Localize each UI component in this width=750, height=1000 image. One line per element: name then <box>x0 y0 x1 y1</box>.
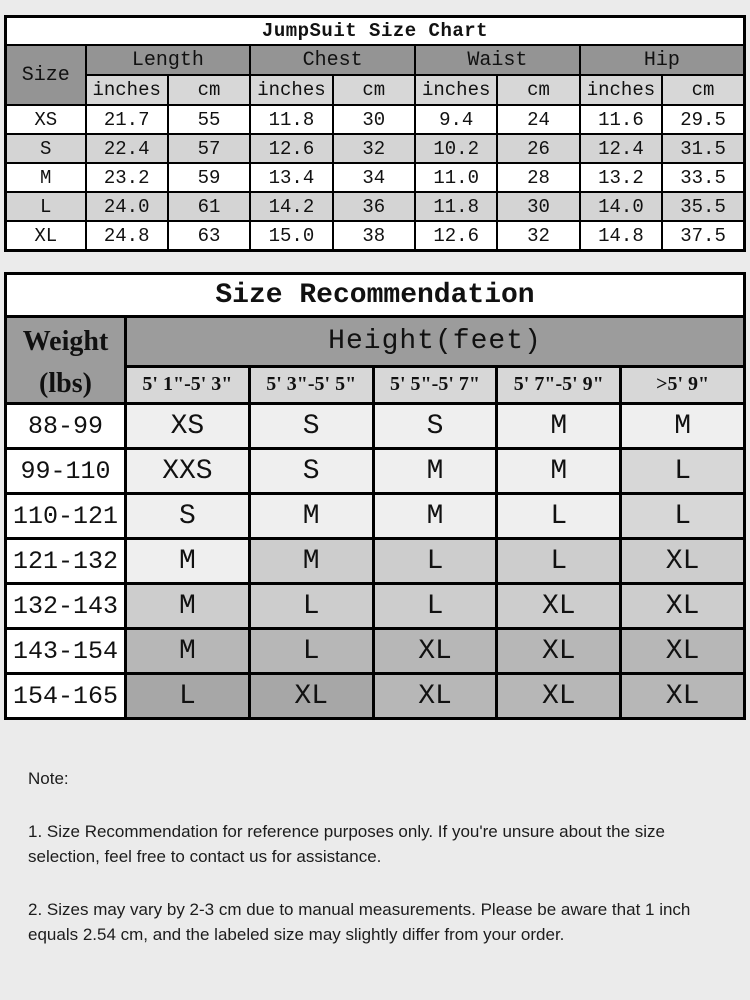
group-header-hip: Hip <box>580 45 745 75</box>
recommended-size-cell: XL <box>621 629 745 674</box>
recommended-size-cell: S <box>249 404 373 449</box>
size-chart-cell: 10.2 <box>415 134 497 163</box>
recommended-size-cell: XXS <box>126 449 250 494</box>
size-label: XL <box>6 221 86 251</box>
recommended-size-cell: M <box>126 584 250 629</box>
unit-header: inches <box>580 75 662 105</box>
size-chart-cell: 11.8 <box>250 105 332 134</box>
size-chart-cell: 24 <box>497 105 579 134</box>
size-chart-unit-header-row <box>6 75 745 105</box>
recommendation-row <box>6 494 745 539</box>
recommended-size-cell: L <box>621 449 745 494</box>
size-chart-row-l <box>6 192 745 221</box>
size-chart-cell: 33.5 <box>662 163 744 192</box>
size-chart-cell: 15.0 <box>250 221 332 251</box>
size-chart-cell: 29.5 <box>662 105 744 134</box>
size-chart-row-s <box>6 134 745 163</box>
recommended-size-cell: M <box>497 404 621 449</box>
recommended-size-cell: M <box>249 494 373 539</box>
size-chart-cell: 11.8 <box>415 192 497 221</box>
weight-range-label: 154-165 <box>6 674 126 719</box>
recommended-size-cell: L <box>497 539 621 584</box>
unit-header: inches <box>250 75 332 105</box>
recommended-size-cell: XL <box>497 629 621 674</box>
size-chart-cell: 24.8 <box>86 221 168 251</box>
recommended-size-cell: XL <box>497 674 621 719</box>
recommended-size-cell: XL <box>249 674 373 719</box>
group-header-chest: Chest <box>250 45 415 75</box>
height-range-header: 5' 3"-5' 5" <box>249 366 373 403</box>
recommended-size-cell: M <box>373 494 497 539</box>
recommended-size-cell: L <box>126 674 250 719</box>
size-label: S <box>6 134 86 163</box>
recommended-size-cell: M <box>126 539 250 584</box>
recommended-size-cell: L <box>373 584 497 629</box>
size-chart-cell: 32 <box>497 221 579 251</box>
size-chart-cell: 30 <box>497 192 579 221</box>
size-chart-cell: 21.7 <box>86 105 168 134</box>
recommended-size-cell: XL <box>497 584 621 629</box>
recommended-size-cell: XL <box>621 674 745 719</box>
recommendation-row <box>6 539 745 584</box>
size-chart-cell: 30 <box>333 105 415 134</box>
size-chart-cell: 12.6 <box>415 221 497 251</box>
weight-range-label: 132-143 <box>6 584 126 629</box>
weight-range-label: 110-121 <box>6 494 126 539</box>
size-chart-cell: 36 <box>333 192 415 221</box>
recommended-size-cell: M <box>126 629 250 674</box>
recommended-size-cell: XL <box>621 539 745 584</box>
recommended-size-cell: L <box>497 494 621 539</box>
weight-unit-label: (lbs) <box>39 368 92 399</box>
unit-header: cm <box>168 75 250 105</box>
unit-header: cm <box>333 75 415 105</box>
notes-heading: Note: <box>28 769 69 788</box>
size-chart-cell: 23.2 <box>86 163 168 192</box>
recommendation-row <box>6 584 745 629</box>
recommended-size-cell: L <box>249 584 373 629</box>
size-chart-cell: 13.4 <box>250 163 332 192</box>
size-chart-group-header-row <box>6 45 745 75</box>
unit-header: cm <box>497 75 579 105</box>
size-chart-cell: 14.8 <box>580 221 662 251</box>
recommended-size-cell: S <box>249 449 373 494</box>
size-chart-cell: 22.4 <box>86 134 168 163</box>
recommended-size-cell: S <box>126 494 250 539</box>
height-range-header: >5' 9" <box>621 366 745 403</box>
size-chart-cell: 34 <box>333 163 415 192</box>
recommended-size-cell: XL <box>621 584 745 629</box>
size-label: M <box>6 163 86 192</box>
recommendation-row <box>6 449 745 494</box>
size-chart-title: JumpSuit Size Chart <box>6 17 745 46</box>
recommendation-row <box>6 629 745 674</box>
recommended-size-cell: XL <box>373 674 497 719</box>
weight-range-label: 143-154 <box>6 629 126 674</box>
weight-range-label: 121-132 <box>6 539 126 584</box>
note-item-2: 2. Sizes may vary by 2-3 cm due to manual measurements. Please be aware that 1 inch equals 2.54 cm, and the labeled size may slightly differ from your order. <box>28 899 691 944</box>
size-chart-cell: 14.0 <box>580 192 662 221</box>
size-chart-cell: 32 <box>333 134 415 163</box>
recommendation-title-row <box>6 274 745 317</box>
size-column-header: Size <box>6 45 86 105</box>
size-chart-cell: 38 <box>333 221 415 251</box>
group-header-waist: Waist <box>415 45 580 75</box>
unit-header: inches <box>86 75 168 105</box>
size-chart-cell: 63 <box>168 221 250 251</box>
size-chart-cell: 61 <box>168 192 250 221</box>
weight-range-label: 99-110 <box>6 449 126 494</box>
height-range-header: 5' 7"-5' 9" <box>497 366 621 403</box>
size-chart-cell: 59 <box>168 163 250 192</box>
recommended-size-cell: M <box>497 449 621 494</box>
size-chart-row-xl <box>6 221 745 251</box>
recommended-size-cell: M <box>373 449 497 494</box>
recommended-size-cell: S <box>373 404 497 449</box>
size-label: XS <box>6 105 86 134</box>
notes-section <box>28 766 722 948</box>
size-chart-cell: 26 <box>497 134 579 163</box>
size-chart-row-xs <box>6 105 745 134</box>
size-chart-cell: 28 <box>497 163 579 192</box>
recommended-size-cell: M <box>621 404 745 449</box>
size-chart-cell: 55 <box>168 105 250 134</box>
size-recommendation-table <box>4 272 746 720</box>
size-chart-cell: 13.2 <box>580 163 662 192</box>
note-item-1: 1. Size Recommendation for reference purposes only. If you're unsure about the size selection, feel free to contact us for assistance. <box>28 821 666 866</box>
group-header-length: Length <box>86 45 251 75</box>
size-chart-cell: 11.6 <box>580 105 662 134</box>
size-chart-row-m <box>6 163 745 192</box>
recommendation-row <box>6 404 745 449</box>
size-chart-cell: 11.0 <box>415 163 497 192</box>
size-chart-title-row <box>6 17 745 46</box>
unit-header: cm <box>662 75 744 105</box>
size-label: L <box>6 192 86 221</box>
recommended-size-cell: L <box>621 494 745 539</box>
recommended-size-cell: XL <box>373 629 497 674</box>
weight-range-label: 88-99 <box>6 404 126 449</box>
height-range-header: 5' 5"-5' 7" <box>373 366 497 403</box>
jumpsuit-size-chart-table <box>4 15 746 252</box>
size-chart-cell: 35.5 <box>662 192 744 221</box>
size-chart-cell: 12.6 <box>250 134 332 163</box>
recommended-size-cell: L <box>249 629 373 674</box>
weight-column-header <box>6 317 126 404</box>
size-chart-cell: 9.4 <box>415 105 497 134</box>
recommended-size-cell: M <box>249 539 373 584</box>
size-chart-cell: 12.4 <box>580 134 662 163</box>
size-chart-cell: 37.5 <box>662 221 744 251</box>
recommendation-row <box>6 674 745 719</box>
size-chart-cell: 57 <box>168 134 250 163</box>
recommendation-header-row <box>6 317 745 367</box>
height-range-header: 5' 1"-5' 3" <box>126 366 250 403</box>
recommended-size-cell: L <box>373 539 497 584</box>
height-group-header: Height(feet) <box>126 317 745 367</box>
size-chart-cell: 14.2 <box>250 192 332 221</box>
size-chart-cell: 31.5 <box>662 134 744 163</box>
unit-header: inches <box>415 75 497 105</box>
recommendation-title: Size Recommendation <box>6 274 745 317</box>
size-chart-cell: 24.0 <box>86 192 168 221</box>
weight-header-label: Weight <box>22 326 109 357</box>
recommended-size-cell: XS <box>126 404 250 449</box>
